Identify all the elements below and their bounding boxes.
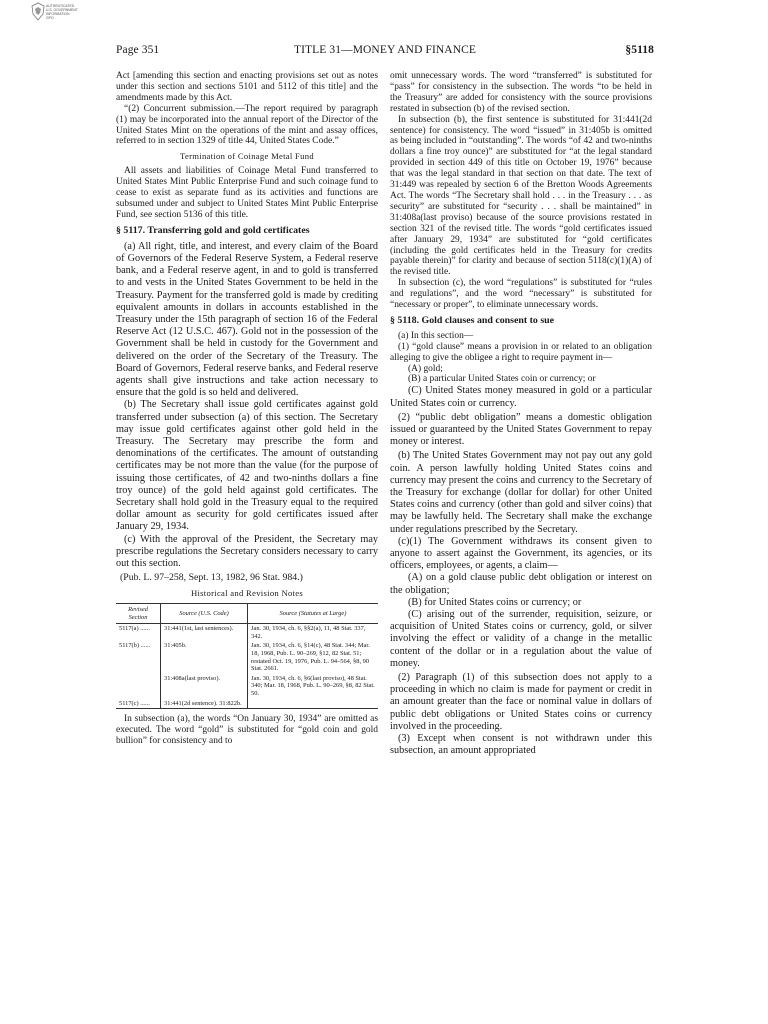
paragraph: All assets and liabilities of Coinage Metal Fund transferred to United States Mint Public Enterprise Fund and such coinage fund to cease to exist as separate fund as its activities and functions are subsumed under and subject to United States Mint Public Enterprise Fund, see section 5136 of this title. (116, 166, 378, 220)
column-header: Source (U.S. Code) (161, 603, 248, 623)
gpo-authentication-seal (30, 2, 86, 24)
table-row (116, 641, 378, 673)
clause-a1A: (A) gold; (408, 363, 443, 374)
paragraph-a1: (1) “gold clause” means a provision in or related to an obligation alleging to give the obligee a right to require payment in— (390, 341, 652, 363)
page-number: Page 351 (116, 44, 160, 56)
clause-c1B: (B) for United States coins or currency; or (408, 596, 582, 608)
table-cell: 31:408a(last proviso). (161, 674, 248, 699)
table-cell (116, 674, 161, 699)
subsection-a: (a) All right, title, and interest, and every claim of the Board of Governors of the Federal Reserve System, a Federal reserve bank, and a Federal reserve agent, in and to gold is transferred to and vests in the United States Government to be held in the Treasury. Payment for the transferred gold is made by crediting equivalent amounts in dollars in accounts established in the Treasury under the 15th paragraph of section 16 of the Federal Reserve Act (12 U.S.C. 467). Gold not in the possession of the Government shall be held in custody for the Government and delivered on the order of the Secretary of the Treasury. The Board of Governors, Federal reserve banks, and Federal reserve agents shall give instructions and take action necessary to ensure that the gold is so held and delivered. (116, 240, 378, 399)
section-title-5118: § 5118. Gold clauses and consent to sue (390, 314, 555, 326)
paragraph: In subsection (a), the words “On January 30, 1934” are omitted as executed. The word “gold” is substituted for “gold coin and gold bullion” for consistency and to (116, 714, 378, 746)
table-cell: Jan. 30, 1934, ch. 6, §§2(a), 11, 48 Stat. 337, 342. (248, 624, 379, 642)
table-header-row (116, 603, 378, 623)
table-cell: 5117(c) ...... (119, 699, 150, 707)
paragraph: “(2) Concurrent submission.—The report required by paragraph (1) may be incorporated into the annual report of the Director of the United States Mint on the operations of the mint and assay offices, referred to in section 1329 of title 44, United States Code.” (116, 103, 378, 147)
paragraph: In subsection (c), the word “regulations” is substituted for “rules and regulations”, and the word “necessary” is substituted for “necessary or proper”, to eliminate unnecessary words. (390, 278, 652, 311)
table-cell: 31:405b. (161, 641, 248, 673)
paragraph: Act [amending this section and enacting provisions set out as notes under this section and sections 5101 and 5112 of this title] and the amendments made by this Act. (116, 71, 378, 103)
table-cell: 5117(b) ...... (119, 642, 151, 650)
table-cell: 5117(a) ...... (119, 625, 150, 633)
table-cell: 31:441(1st, last sentences). (161, 624, 248, 642)
paragraph-c3: (3) Except when consent is not withdrawn under this subsection, an amount appropriated (390, 733, 652, 757)
table-cell: Jan. 30, 1934, ch. 6, §14(c), 48 Stat. 344; Mar. 18, 1968, Pub. L. 90–269, §12, 82 Stat. 51; restated Oct. 19, 1976, Pub. L. 94–564, §8, 90 Stat. 2661. (248, 641, 379, 673)
running-title: TITLE 31—MONEY AND FINANCE (293, 44, 476, 56)
paragraph-c2: (2) Paragraph (1) of this subsection does not apply to a proceeding in which no claim is made for payment or credit in an amount greater than the face or nominal value in dollars of public debt obligations or United States coins or currency involved in the proceeding. (390, 672, 652, 732)
right-column (390, 71, 652, 757)
clause-c1C: (C) arising out of the surrender, requisition, seizure, or acquisition of United States coins or currency, gold, or silver involving the effect or validity of a change in the metallic content of the dollar or in a regulation about the value of money. (390, 609, 652, 669)
seal-line: U.S. GOVERNMENT (46, 8, 78, 12)
note-heading: Termination of Coinage Metal Fund (180, 151, 314, 162)
subsection-c: (c) With the approval of the President, the Secretary may prescribe regulations the Secretary considers necessary to carry out this section. (116, 533, 378, 569)
section-title-5117: § 5117. Transferring gold and gold certificates (116, 224, 310, 236)
subsection-c1: (c)(1) The Government withdraws its consent given to anyone to assert against the Government, its agencies, or its officers, employees, or agents, a claim— (390, 535, 652, 572)
eagle-seal-icon (30, 2, 46, 22)
clause-c1A: (A) on a gold clause public debt obligation or interest on the obligation; (390, 572, 652, 596)
statutory-citation: (Pub. L. 97–258, Sept. 13, 1982, 96 Stat. 984.) (120, 572, 303, 584)
paragraph-a2: (2) “public debt obligation” means a domestic obligation issued or guaranteed by the United States Government to repay money or interest. (390, 411, 652, 448)
seal-line: GPO (46, 16, 54, 20)
paragraph: omit unnecessary words. The word “transferred” is substituted for “pass” for consistency in the subsection. The words “to be held in the Treasury” are added for consistency with the source provisions restated in subsection (b) of the revised section. (390, 71, 652, 114)
section-marker: §5118 (625, 44, 654, 56)
column-header: Source (Statutes at Large) (248, 603, 379, 623)
table-cell: 31:441(2d sentence). 31:822b. (161, 699, 248, 709)
column-header: Revised Section (116, 603, 161, 623)
seal-line: INFORMATION (46, 12, 70, 16)
clause-a1B: (B) a particular United States coin or currency; or (408, 374, 596, 385)
table-cell (248, 699, 379, 709)
page-header (116, 44, 654, 60)
clause-a1C: (C) United States money measured in gold or a particular United States coin or currency. (390, 385, 652, 409)
table-row (116, 674, 378, 699)
table-row (116, 624, 378, 642)
left-column (116, 71, 378, 747)
subsection-a: (a) In this section— (398, 330, 474, 341)
seal-line: AUTHENTICATED (46, 4, 75, 8)
subsection-b: (b) The United States Government may not pay out any gold coin. A person lawfully holding United States coins and currency may present the coins and currency to the Secretary of the Treasury for exchange (dollar for dollar) for other United States coins and currency (other than gold and silver coins) that may be lawfully held. The Secretary shall make the exchange under regulations prescribed by the Secretary. (390, 450, 652, 535)
table-row (116, 699, 378, 709)
notes-heading: Historical and Revision Notes (190, 588, 304, 599)
subsection-b: (b) The Secretary shall issue gold certificates against gold transferred under subsection (a) of this section. The Secretary may issue gold certificates against other gold held in the Treasury. The Secretary may prescribe the form and denominations of the certificates. The amount of outstanding certificates may be not more than the value (for the purpose of issuing those certificates, of 42 and two-ninths dollars a fine troy ounce) of the gold held against gold certificates. The Secretary shall hold gold in the Treasury equal to the required dollar amount as security for gold certificates issued after January 29, 1934. (116, 399, 378, 533)
paragraph: In subsection (b), the first sentence is substituted for 31:441(2d sentence) for consistency. The word “issued” in 31:405b is omitted as being included in “outstanding”. The words “of 42 and two-ninths dollars a fine troy ounce)” are substituted for “at the legal standard provided in section 449 of this title on October 19, 1976” because that was the legal standard in that section on that date. The text of 31:449 was repealed by section 6 of the Bretton Woods Agreements Act. The words “The Secretary shall hold . . . in the Treasury . . . as security” are substituted for “security . . . shall be maintained” in 31:408a(last proviso) because of the source provisions restated in section 321 of the revised title. The words “gold certificates issued after January 29, 1934” are substituted for “gold certificates (including the gold certificates held in the Treasury for credits payable therein)” for clarity and because of section 5118(c)(1)(A) of the revised title. (390, 114, 652, 278)
revision-table (116, 603, 378, 709)
table-cell: Jan. 30, 1934, ch. 6, §6(last proviso), 48 Stat. 340; Mar. 18, 1968, Pub. L. 90–269, §8, 82 Stat. 50. (248, 674, 379, 699)
